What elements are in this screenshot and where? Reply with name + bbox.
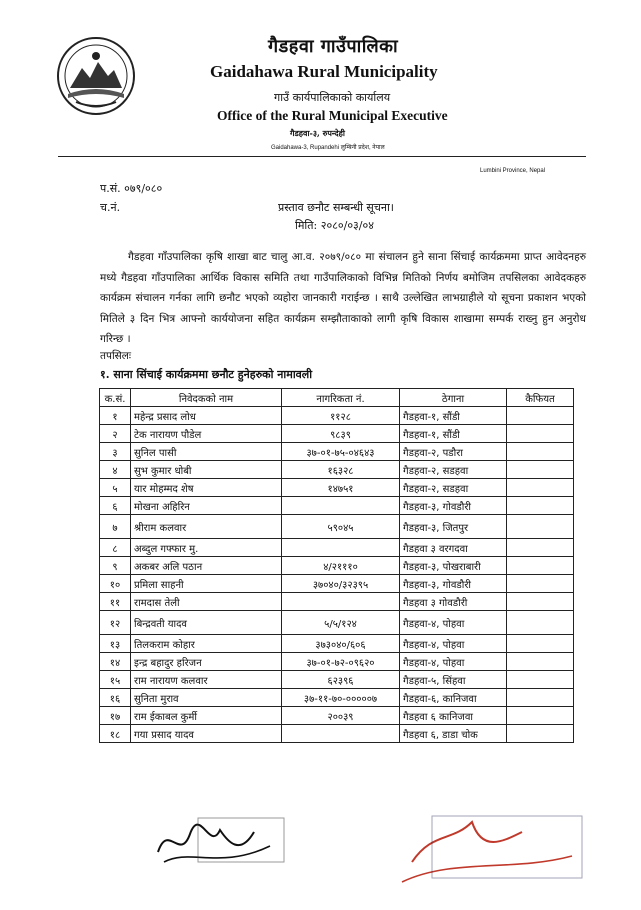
cell-address: गैडहवा-१, सौंडी xyxy=(400,425,507,443)
cell-citizenship: ५९०४५ xyxy=(282,515,400,539)
cell-serial: ४ xyxy=(100,461,131,479)
table-row xyxy=(100,461,574,479)
cell-citizenship: १४७५१ xyxy=(282,479,400,497)
cell-serial: १ xyxy=(100,407,131,425)
cell-serial: १८ xyxy=(100,725,131,743)
notice-subject: प्रस्ताव छनौट सम्बन्धी सूचना। xyxy=(278,201,394,214)
table-header-row xyxy=(100,389,574,407)
cell-remarks xyxy=(507,497,574,515)
table-row xyxy=(100,611,574,635)
table-row xyxy=(100,407,574,425)
cell-address: गैडहवा-३, गोवडौरी xyxy=(400,575,507,593)
cell-name: महेन्द्र प्रसाद लोध xyxy=(131,407,282,425)
cell-remarks xyxy=(507,653,574,671)
cell-remarks xyxy=(507,557,574,575)
cell-name: राम नारायण कलवार xyxy=(131,671,282,689)
cell-serial: १५ xyxy=(100,671,131,689)
table-body xyxy=(100,407,574,743)
cell-citizenship xyxy=(282,539,400,557)
header-divider xyxy=(58,156,586,157)
table-row xyxy=(100,707,574,725)
cell-name: श्रीराम कलवार xyxy=(131,515,282,539)
cell-citizenship: २००३९ xyxy=(282,707,400,725)
cell-name: अब्दुल गफ्फार मु. xyxy=(131,539,282,557)
cell-serial: २ xyxy=(100,425,131,443)
province-label: Lumbini Province, Nepal xyxy=(480,168,546,174)
cell-citizenship: ३७-०१-७५-०४६४३ xyxy=(282,443,400,461)
cell-name: सुनिल पासी xyxy=(131,443,282,461)
cell-remarks xyxy=(507,479,574,497)
table-row xyxy=(100,635,574,653)
office-place-nepali: गैडहवा-३, रुपन्देही xyxy=(290,128,345,138)
table-row xyxy=(100,515,574,539)
reference-number: प.सं. ०७९/०८० xyxy=(100,182,163,195)
beneficiary-table xyxy=(99,388,574,743)
cell-citizenship: ३७-११-७०-०००००७ xyxy=(282,689,400,707)
table-row xyxy=(100,479,574,497)
cell-serial: ९ xyxy=(100,557,131,575)
cell-address: गैडहवा-१, सौंडी xyxy=(400,407,507,425)
cell-citizenship: ६२३९६ xyxy=(282,671,400,689)
cell-serial: ८ xyxy=(100,539,131,557)
cell-citizenship: ३७०४०/३२३९५ xyxy=(282,575,400,593)
cell-remarks xyxy=(507,725,574,743)
cell-serial: ११ xyxy=(100,593,131,611)
cell-remarks xyxy=(507,689,574,707)
notice-body: गैडहवा गाँउपालिका कृषि शाखा बाट चालु आ.व. २०७९/०८० मा संचालन हुने साना सिंचाई कार्यक्रममा प्राप्त आवेदनहरु मध्ये गैडहवा गाँउपालिका आर्थिक विकास समिति तथा गाउँपालिकाको विभिन्न मितिको निर्णय बमोजिम तपसिलका आवेदकहरु कार्यक्रम संचालन गर्नका लागि छनौट भएको व्यहोरा जानकारी गराईन्छ । साथै उल्लेखित लाभग्राहीले यो सूचना प्रकाशन भएको मितिले ३ दिन भित्र आफ्नो कार्ययोजना सहित कार्यक्रम सम्झौताकाको लागी कृषि विकास शाखामा सम्पर्क राख्नु हुन अनुरोध गरिन्छ । xyxy=(100,251,586,345)
header-name: निवेदकको नाम xyxy=(131,389,282,407)
cell-serial: ३ xyxy=(100,443,131,461)
cell-name: इन्द्र बहादुर हरिजन xyxy=(131,653,282,671)
cell-name: रामदास तेली xyxy=(131,593,282,611)
cell-serial: १६ xyxy=(100,689,131,707)
table-row xyxy=(100,671,574,689)
cell-address: गैडहवा ३ वरगदवा xyxy=(400,539,507,557)
header-serial: क.सं. xyxy=(100,389,131,407)
cell-address: गैडहवा-३, जितपुर xyxy=(400,515,507,539)
cell-citizenship xyxy=(282,497,400,515)
table-row xyxy=(100,443,574,461)
cell-remarks xyxy=(507,443,574,461)
cell-name: टेक नारायण पौडेल xyxy=(131,425,282,443)
cell-address: गैडहवा ६ कानिजवा xyxy=(400,707,507,725)
header-remarks: कैफियत xyxy=(507,389,574,407)
cao-signature xyxy=(392,812,592,902)
cell-name: राम ईकाबल कुर्मी xyxy=(131,707,282,725)
dispatch-number: च.नं. xyxy=(100,201,121,214)
cell-citizenship: १६३२८ xyxy=(282,461,400,479)
cell-address: गैडहवा-५, सिंहवा xyxy=(400,671,507,689)
cell-citizenship: ११२८ xyxy=(282,407,400,425)
cell-address: गैडहवा-४, पोहवा xyxy=(400,653,507,671)
cell-address: गैडहवा-४, पोहवा xyxy=(400,611,507,635)
table-row xyxy=(100,425,574,443)
cell-serial: १२ xyxy=(100,611,131,635)
cell-address: गैडहवा-२, पडौरा xyxy=(400,443,507,461)
cell-citizenship: ९८३९ xyxy=(282,425,400,443)
table-row xyxy=(100,557,574,575)
cell-remarks xyxy=(507,593,574,611)
cell-citizenship: ५/५/१२४ xyxy=(282,611,400,635)
cell-citizenship: ४/२१११० xyxy=(282,557,400,575)
cell-serial: १३ xyxy=(100,635,131,653)
cell-address: गैडहवा-६, कानिजवा xyxy=(400,689,507,707)
municipality-name-english: Gaidahawa Rural Municipality xyxy=(210,62,438,81)
notice-date: मिति: २०८०/०३/०४ xyxy=(295,219,374,232)
cell-remarks xyxy=(507,611,574,635)
office-name-english: Office of the Rural Municipal Executive xyxy=(217,108,448,123)
office-name-nepali: गाउँ कार्यपालिकाको कार्यालय xyxy=(274,91,391,104)
cell-citizenship: ३७-०१-७२-०९६२० xyxy=(282,653,400,671)
header-address: ठेगाना xyxy=(400,389,507,407)
cell-address: गैडहवा-२, सडहवा xyxy=(400,479,507,497)
cell-serial: ७ xyxy=(100,515,131,539)
cell-remarks xyxy=(507,425,574,443)
cell-citizenship: ३७३०४०/६०६ xyxy=(282,635,400,653)
cell-address: गैडहवा-३, गोवडौरी xyxy=(400,497,507,515)
table-row xyxy=(100,689,574,707)
cell-remarks xyxy=(507,515,574,539)
cell-address: गैडहवा ६, डाडा चोक xyxy=(400,725,507,743)
cell-citizenship xyxy=(282,725,400,743)
table-row xyxy=(100,653,574,671)
cell-remarks xyxy=(507,671,574,689)
cell-remarks xyxy=(507,575,574,593)
cell-address: गैडहवा-४, पोहवा xyxy=(400,635,507,653)
office-address: Gaidahawa-3, Rupandehi लुम्बिनी प्रदेश, नेपाल xyxy=(271,145,385,151)
cell-name: सुभ कुमार धोबी xyxy=(131,461,282,479)
cell-address: गैडहवा-३, पोखराबारी xyxy=(400,557,507,575)
table-row xyxy=(100,497,574,515)
table-row xyxy=(100,725,574,743)
cell-remarks xyxy=(507,707,574,725)
cell-address: गैडहवा ३ गोवडौरी xyxy=(400,593,507,611)
cell-name: सुनिता मुराव xyxy=(131,689,282,707)
cell-citizenship xyxy=(282,593,400,611)
header-citizenship: नागरिकता नं. xyxy=(282,389,400,407)
cell-name: गया प्रसाद यादव xyxy=(131,725,282,743)
section-chief-signature xyxy=(150,812,290,874)
municipality-emblem-icon xyxy=(56,36,136,116)
cell-serial: १४ xyxy=(100,653,131,671)
cell-serial: ६ xyxy=(100,497,131,515)
cell-remarks xyxy=(507,539,574,557)
cell-address: गैडहवा-२, सडहवा xyxy=(400,461,507,479)
cell-serial: १० xyxy=(100,575,131,593)
cell-name: यार मोहम्मद शेष xyxy=(131,479,282,497)
cell-serial: १७ xyxy=(100,707,131,725)
cell-name: बिन्द्रवती यादव xyxy=(131,611,282,635)
cell-remarks xyxy=(507,635,574,653)
cell-name: प्रमिला साहनी xyxy=(131,575,282,593)
cell-name: मोखना अहिरिन xyxy=(131,497,282,515)
table-row xyxy=(100,575,574,593)
cell-name: अकबर अलि पठान xyxy=(131,557,282,575)
table-title: १. साना सिंचाई कार्यक्रममा छनौट हुनेहरुको नामावली xyxy=(100,368,313,381)
municipality-name-nepali: गैडहवा गाउँपालिका xyxy=(268,36,399,57)
table-row xyxy=(100,593,574,611)
cell-remarks xyxy=(507,461,574,479)
cell-serial: ५ xyxy=(100,479,131,497)
cell-remarks xyxy=(507,407,574,425)
cell-name: तिलकराम कोहार xyxy=(131,635,282,653)
table-row xyxy=(100,539,574,557)
details-label: तपसिलः xyxy=(100,350,132,362)
